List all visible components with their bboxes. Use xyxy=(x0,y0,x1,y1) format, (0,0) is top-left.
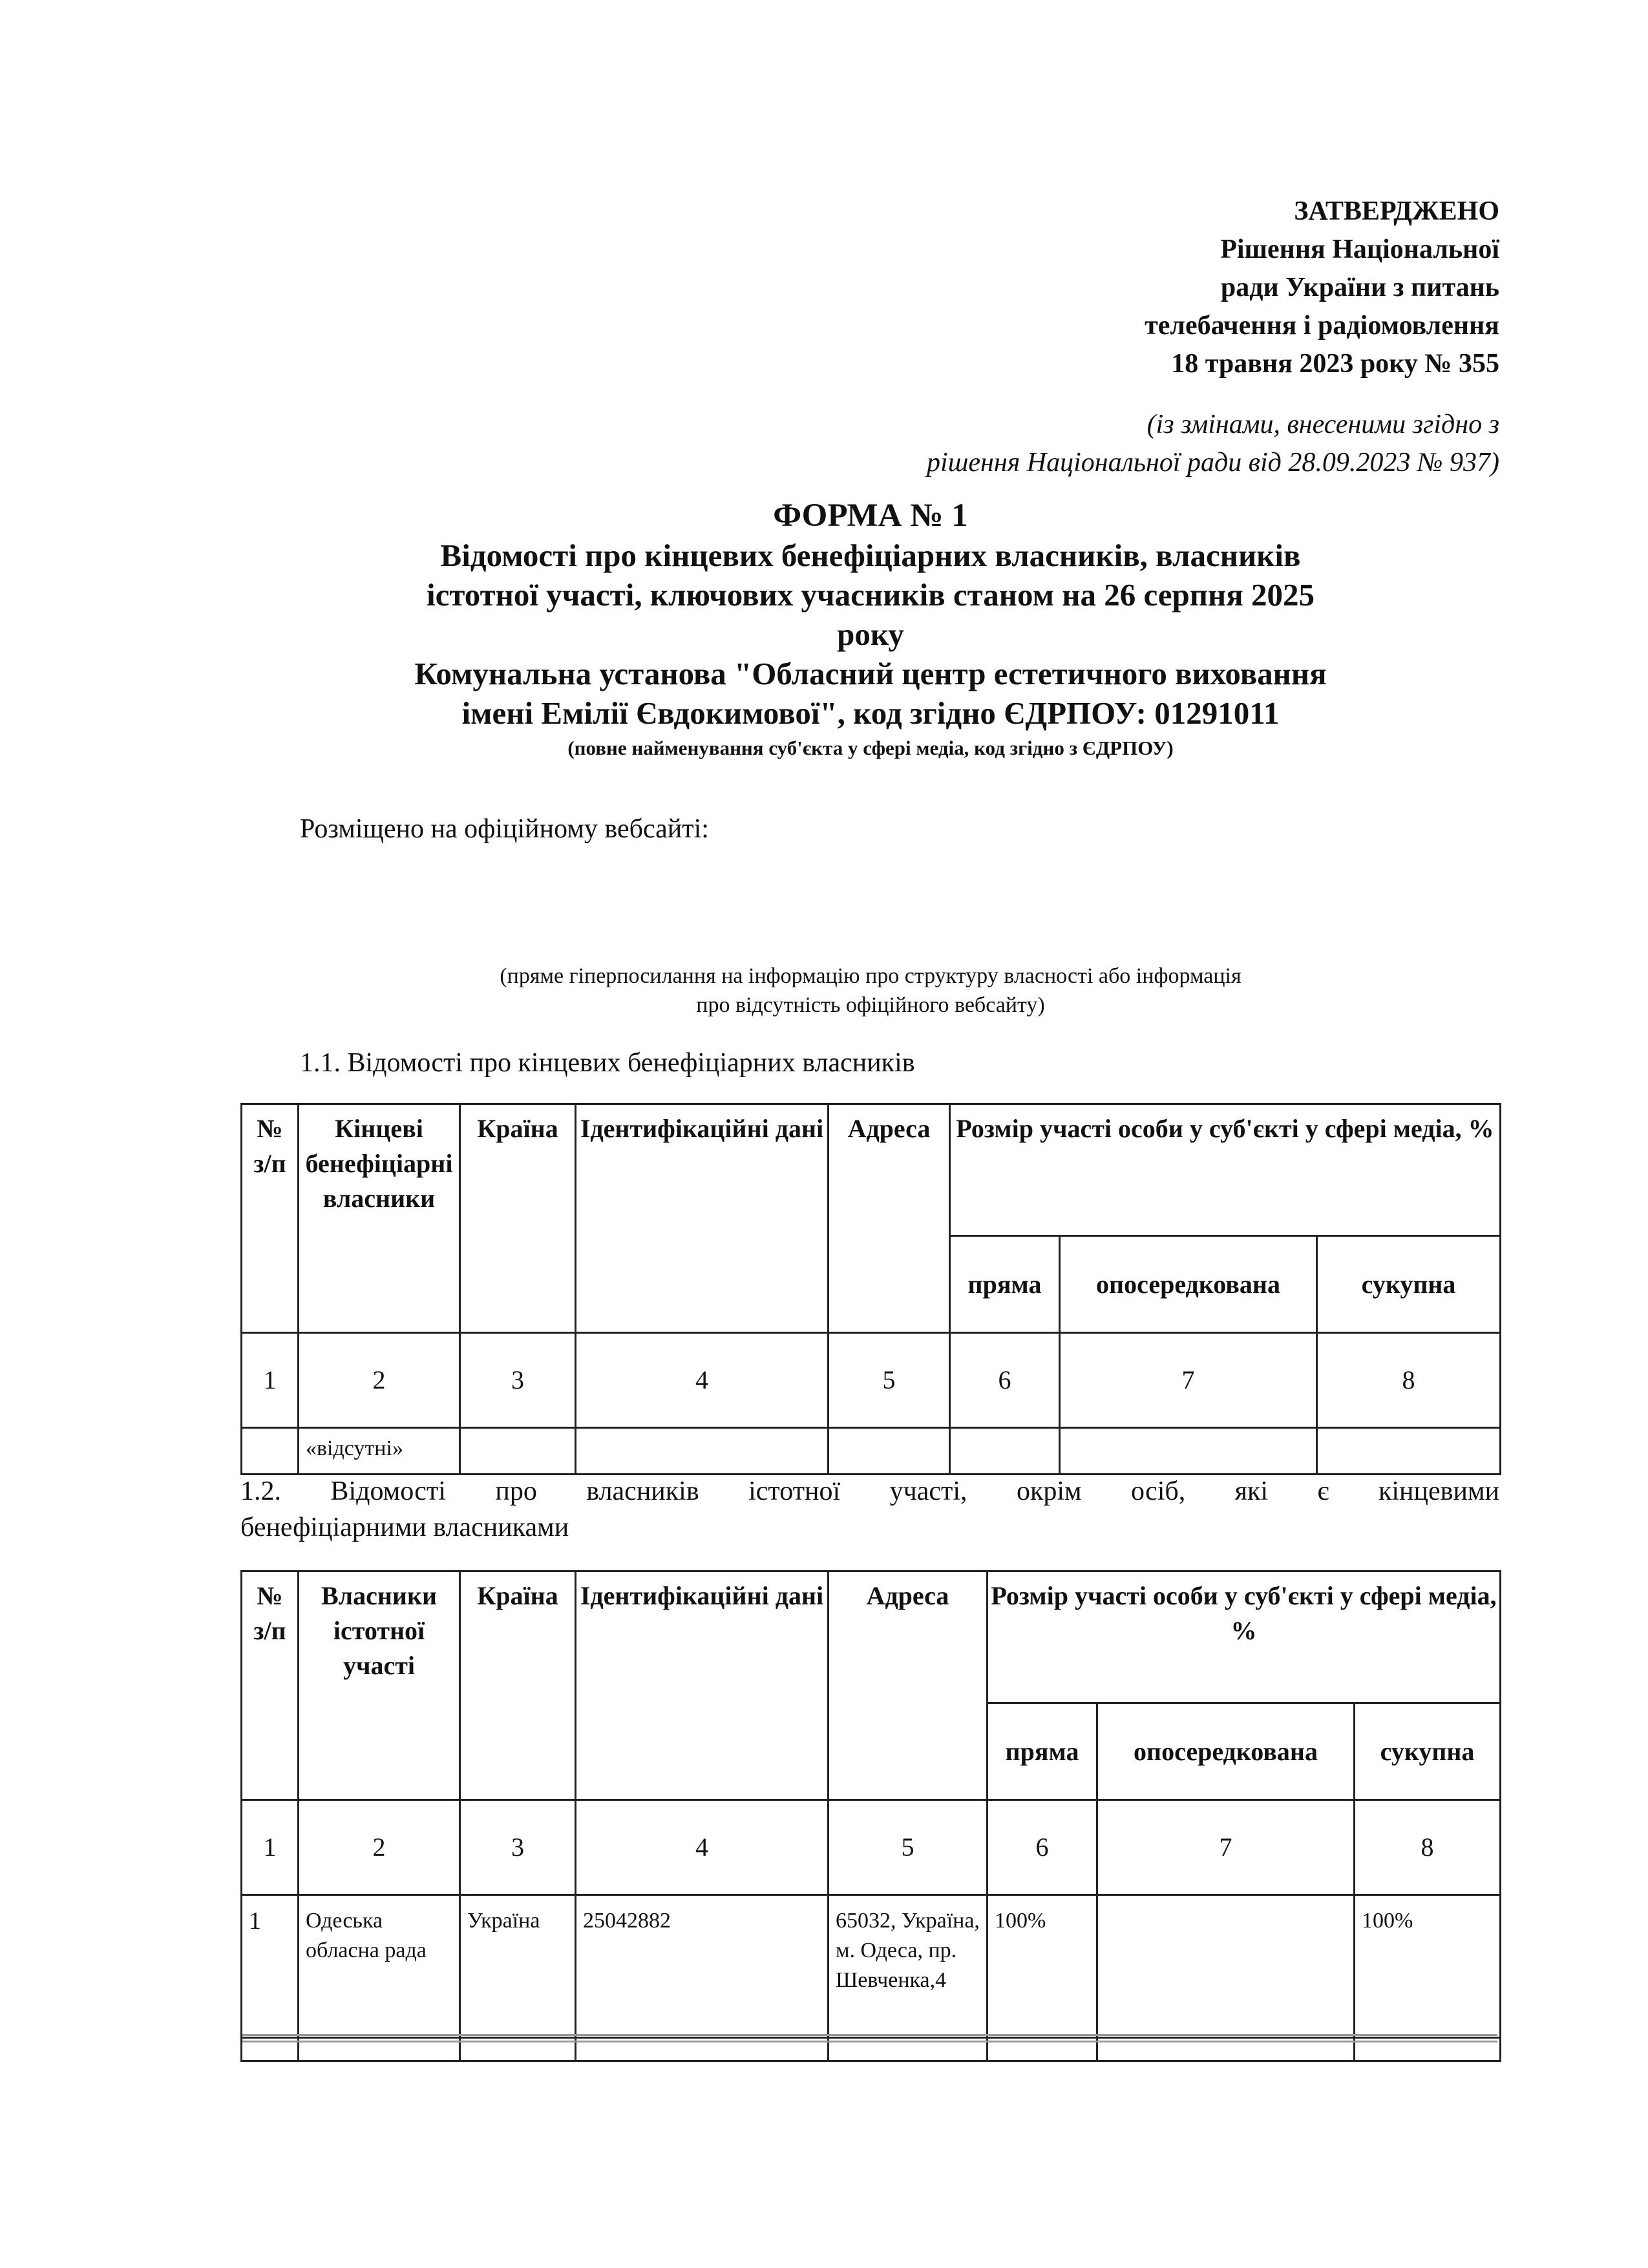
approval-title: ЗАТВЕРДЖЕНО xyxy=(1294,196,1499,226)
column-number: 7 xyxy=(1097,1800,1355,1895)
header-indirect: опосередкована xyxy=(1097,1703,1355,1800)
column-number: 1 xyxy=(242,1800,299,1895)
column-number: 8 xyxy=(1317,1333,1501,1428)
section-2-title-line: бенефіціарними власниками xyxy=(240,1513,569,1542)
section-1-title: 1.1. Відомості про кінцевих бенефіціарних власників xyxy=(300,1048,915,1078)
header-share: Розмір участі особи у суб'єкті у сфері медіа, % xyxy=(950,1104,1501,1236)
row-direct: 100% xyxy=(988,1895,1097,2038)
header-address: Адреса xyxy=(829,1571,988,1800)
column-number: 7 xyxy=(1060,1333,1317,1428)
header-total: сукупна xyxy=(1355,1703,1501,1800)
column-number: 4 xyxy=(576,1800,829,1895)
row-indirect xyxy=(1097,1895,1355,2038)
row-address: 65032, Україна, м. Одеса, пр. Шевченка,4 xyxy=(829,1895,988,2038)
row-total: 100% xyxy=(1355,1895,1501,2038)
website-label: Розміщено на офіційному вебсайті: xyxy=(300,814,709,844)
row-indirect xyxy=(1060,1428,1317,1475)
form-heading xyxy=(240,496,1501,764)
form-title-line: істотної участі, ключових учасників станом на 26 серпня 2025 xyxy=(426,577,1315,613)
header-country: Країна xyxy=(460,1104,576,1333)
row-country xyxy=(460,1428,576,1475)
header-id: Ідентифікаційні дані xyxy=(576,1104,829,1333)
table-divider xyxy=(242,2041,1497,2042)
column-number: 4 xyxy=(576,1333,829,1428)
column-number-row xyxy=(242,1333,1501,1428)
form-number: ФОРМА № 1 xyxy=(773,498,968,534)
row-direct xyxy=(950,1428,1060,1475)
header-direct: пряма xyxy=(950,1236,1060,1333)
header-address: Адреса xyxy=(829,1104,950,1333)
section-2-title-line: 1.2. Відомості про власників істотної участі, окрім осіб, які є кінцевими xyxy=(240,1476,1499,1506)
column-number-row xyxy=(242,1800,1501,1895)
header-total: сукупна xyxy=(1317,1236,1501,1333)
column-number: 2 xyxy=(299,1333,460,1428)
table-row xyxy=(242,1895,1501,2038)
approval-block xyxy=(918,193,1499,383)
table-row xyxy=(242,1428,1501,1475)
section-2-title xyxy=(240,1473,1499,1546)
column-number: 8 xyxy=(1355,1800,1501,1895)
header-id: Ідентифікаційні дані xyxy=(576,1571,829,1800)
form-title-line: року xyxy=(837,616,904,652)
row-id: 25042882 xyxy=(576,1895,829,2038)
column-number: 2 xyxy=(299,1800,460,1895)
header-num: № з/п xyxy=(242,1104,299,1333)
column-number: 5 xyxy=(829,1800,988,1895)
entity-name-line: Комунальна установа "Обласний центр естетичного виховання xyxy=(414,656,1327,691)
amendment-line: (із змінами, внесеними згідно з xyxy=(1146,410,1499,439)
header-num: № з/п xyxy=(242,1571,299,1800)
entity-name-line: імені Емілії Євдокимової", код згідно ЄДРПОУ: 01291011 xyxy=(461,695,1280,731)
row-owner: Одеська обласна рада xyxy=(299,1895,460,2038)
header-share: Розмір участі особи у суб'єкті у сфері медіа, % xyxy=(988,1571,1501,1703)
website-note-line: (пряме гіперпосилання на інформацію про структуру власності або інформація xyxy=(500,964,1241,988)
header-indirect: опосередкована xyxy=(1060,1236,1317,1333)
beneficial-owners-table xyxy=(240,1103,1501,1475)
column-number: 3 xyxy=(460,1800,576,1895)
approval-line: телебачення і радіомовлення xyxy=(1145,311,1499,341)
form-title-line: Відомості про кінцевих бенефіціарних власників, власників xyxy=(440,538,1301,573)
column-number: 6 xyxy=(950,1333,1060,1428)
header-owners: Кінцеві бенефіціарні власники xyxy=(299,1104,460,1333)
row-owner: «відсутні» xyxy=(299,1428,460,1475)
header-owners: Власники істотної участі xyxy=(299,1571,460,1800)
website-note-line: про відсутність офіційного вебсайту) xyxy=(696,993,1045,1017)
table-divider xyxy=(242,2034,1497,2036)
significant-owners-table xyxy=(240,1570,1501,2062)
column-number: 5 xyxy=(829,1333,950,1428)
approval-line: Рішення Національної xyxy=(1220,235,1499,264)
row-id xyxy=(576,1428,829,1475)
row-country: Україна xyxy=(460,1895,576,2038)
column-number: 3 xyxy=(460,1333,576,1428)
column-number: 1 xyxy=(242,1333,299,1428)
header-country: Країна xyxy=(460,1571,576,1800)
approval-line: ради України з питань xyxy=(1220,273,1499,302)
amendment-note xyxy=(659,406,1499,482)
approval-date: 18 травня 2023 року № 355 xyxy=(1171,349,1499,379)
entity-caption: (повне найменування суб'єкта у сфері медіа, код згідно з ЄДРПОУ) xyxy=(567,737,1174,759)
column-number: 6 xyxy=(988,1800,1097,1895)
row-num: 1 xyxy=(242,1895,299,2038)
row-address xyxy=(829,1428,950,1475)
amendment-line: рішення Національної ради від 28.09.2023 № 937) xyxy=(927,448,1499,478)
website-note xyxy=(240,961,1501,1020)
row-num xyxy=(242,1428,299,1475)
header-direct: пряма xyxy=(988,1703,1097,1800)
row-total xyxy=(1317,1428,1501,1475)
